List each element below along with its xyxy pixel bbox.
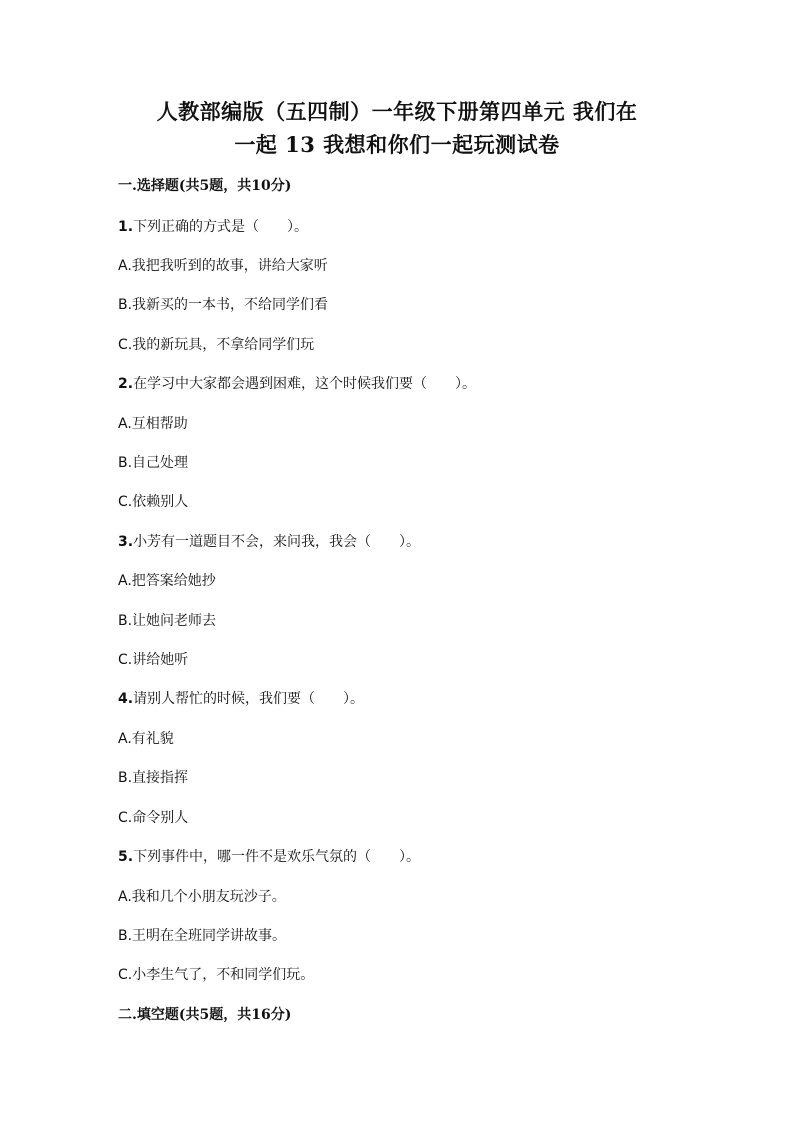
question-1-option-a: A.我把我听到的故事，讲给大家听: [118, 258, 328, 274]
question-5-option-c: C.小李生气了，不和同学们玩。: [118, 967, 315, 983]
question-3-option-a: A.把答案给她抄: [118, 573, 216, 589]
question-number: 2.: [118, 376, 134, 392]
question-2-option-a: A.互相帮助: [118, 416, 188, 432]
question-1: [118, 217, 308, 237]
question-text: 小芳有一道题目不会，来问我，我会（ ）。: [133, 534, 421, 550]
question-number: 4.: [118, 691, 134, 707]
question-5-option-b: B.王明在全班同学讲故事。: [118, 928, 287, 944]
question-1-option-c: C.我的新玩具，不拿给同学们玩: [118, 337, 315, 353]
question-5: [118, 847, 420, 867]
question-text: 请别人帮忙的时候，我们要（ ）。: [133, 691, 365, 707]
question-text: 下列事件中，哪一件不是欢乐气氛的（ ）。: [133, 849, 421, 865]
question-4: [118, 689, 364, 709]
question-2-option-b: B.自己处理: [118, 455, 189, 471]
question-number: 5.: [118, 849, 134, 865]
section-heading-fill-in-blank: 二.填空题(共5题，共16分): [118, 1007, 292, 1023]
question-5-option-a: A.我和几个小朋友玩沙子。: [118, 889, 286, 905]
exam-title-line-1: 人教部编版（五四制）一年级下册第四单元 我们在: [156, 99, 638, 124]
question-number: 1.: [118, 219, 134, 235]
question-3-option-c: C.讲给她听: [118, 652, 189, 668]
question-2: [118, 374, 476, 394]
question-4-option-a: A.有礼貌: [118, 731, 174, 747]
question-1-option-b: B.我新买的一本书，不给同学们看: [118, 297, 329, 313]
question-3-option-b: B.让她问老师去: [118, 613, 217, 629]
question-number: 3.: [118, 534, 134, 550]
question-4-option-b: B.直接指挥: [118, 770, 189, 786]
question-text: 在学习中大家都会遇到困难，这个时候我们要（ ）。: [133, 376, 477, 392]
question-3: [118, 532, 420, 552]
question-2-option-c: C.依赖别人: [118, 494, 189, 510]
question-4-option-c: C.命令别人: [118, 810, 189, 826]
question-text: 下列正确的方式是（ ）。: [133, 219, 309, 235]
exam-title-line-2: 一起 13 我想和你们一起玩测试卷: [234, 132, 560, 157]
section-heading-multiple-choice: 一.选择题(共5题，共10分): [118, 178, 292, 194]
